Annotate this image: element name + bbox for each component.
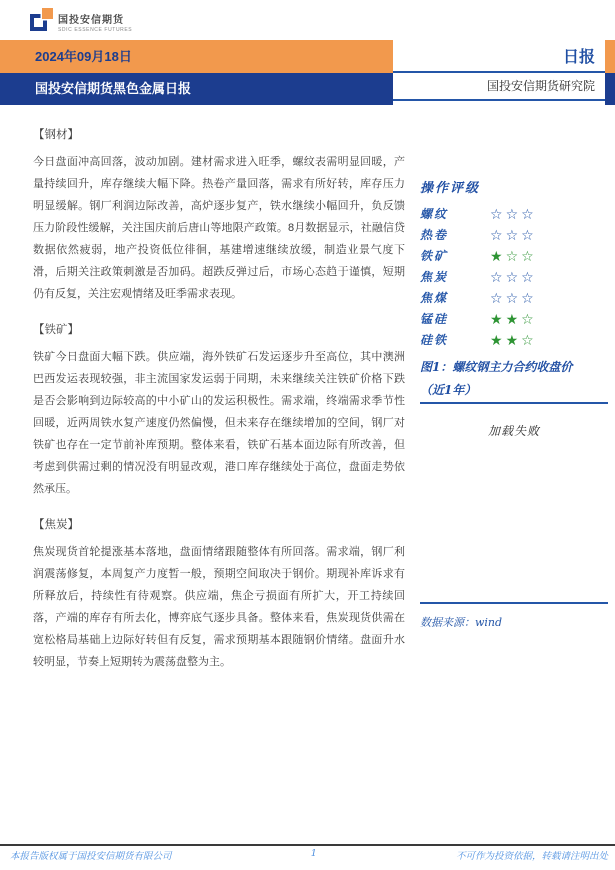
section-steel — [33, 124, 405, 305]
section-body: 今日盘面冲高回落，波动加剧。建材需求进入旺季，螺纹表需明显回暖，产量持续回升，库存继续大幅下降。热卷产量回落，需求有所好转，库存压力明显缓解。钢厂利润边际改善，高炉逐步复产，铁水继续小幅回升，负反馈压力阶段性缓解，关注国庆前后唐山等地限产政策。8月数据显示，社融信贷数据依然疲弱，地产投资低位徘徊，基建增速继续放缓，制造业景气度下滑，后期关注政策刺激是否加码。超跌反弹过后，市场心态趋于谨慎，短期仍有反复，关注宏观情绪及旺季需求表现。 — [33, 156, 405, 300]
company-logo — [30, 8, 132, 33]
rating-stars — [490, 270, 537, 284]
rating-stars — [490, 333, 537, 347]
star-hollow-icon: ☆ — [521, 247, 537, 264]
section-title: 【铁矿】 — [33, 324, 79, 336]
figure-data-source: 数据来源：wind — [420, 616, 503, 629]
star-hollow-icon: ☆ — [521, 268, 537, 285]
star-hollow-icon: ☆ — [521, 226, 537, 243]
company-name-en: SDIC ESSENCE FUTURES — [58, 27, 133, 33]
section-iron-ore — [33, 319, 405, 500]
rating-stars — [490, 291, 537, 305]
section-body: 铁矿今日盘面大幅下跌。供应端，海外铁矿石发运逐步升至高位，其中澳洲巴西发运表现较强，非主流国家发运弱于同期，未来继续关注铁矿价格下跌是否会影响到边际较高的中小矿山的发运积极性。需求端，终端需求季节性回暖，近两周铁水复产速度仍然偏慢，但未来存在继续增加的空间，钢厂对铁矿也存在一定节前补库预期。整体来看，铁矿石基本面边际有所改善，但考虑到供需过剩的情况没有明显改观，港口库存继续处于高位，盘面走势依然承压。 — [33, 351, 405, 495]
article-column — [33, 124, 405, 687]
figure-title-line1: 图1：螺纹钢主力合约收盘价 — [420, 360, 573, 374]
rating-row-coke — [420, 266, 608, 287]
page-footer — [10, 848, 608, 862]
star-hollow-icon: ☆ — [521, 310, 537, 327]
header-divider-bottom — [393, 99, 605, 101]
rating-row-rebar — [420, 203, 608, 224]
footer-copyright: 本报告版权属于国投安信期货有限公司 — [10, 851, 172, 862]
report-title: 国投安信期货黑色金属日报 — [35, 81, 192, 96]
company-logo-icon — [30, 8, 53, 31]
star-hollow-icon: ☆ — [490, 226, 506, 243]
report-type-box — [393, 40, 605, 106]
star-hollow-icon: ☆ — [521, 289, 537, 306]
star-hollow-icon: ☆ — [505, 226, 522, 243]
section-title: 【钢材】 — [33, 129, 79, 141]
rating-label: 焦煤 — [420, 291, 449, 305]
star-filled-icon: ★ — [505, 310, 522, 327]
figure-chart-area — [420, 402, 608, 604]
star-hollow-icon: ☆ — [521, 331, 537, 348]
footer-page-number: 1 — [310, 848, 317, 859]
institute-name: 国投安信期货研究院 — [486, 79, 595, 93]
rating-label: 硅铁 — [420, 333, 449, 347]
rating-row-hot-coil — [420, 224, 608, 245]
section-body: 焦炭现货首轮提涨基本落地，盘面情绪跟随整体有所回落。需求端，钢厂利润震荡修复，本周复产力度暂一般，预期空间取决于钢价。期现补库诉求有所释放后，持续性有待观察。供应端，焦企亏损面有所扩大，开工持续回落，产端的库存有所去化，博弈底气逐步具备。整体来看，焦炭现货供需在宽松格局基础上边际好转但有反复，需求预期基本跟随钢价情绪。盘面升水较明显，节奏上短期转为震荡盘整为主。 — [33, 546, 405, 668]
star-hollow-icon: ☆ — [505, 205, 522, 222]
rating-label: 螺纹 — [420, 207, 449, 221]
star-hollow-icon: ☆ — [505, 268, 522, 285]
rating-label: 热卷 — [420, 228, 449, 242]
footer-divider — [0, 844, 615, 846]
star-hollow-icon: ☆ — [490, 205, 506, 222]
rating-stars — [490, 228, 537, 242]
rating-stars — [490, 312, 537, 326]
ratings-title: 操作评级 — [420, 181, 481, 196]
section-coke — [33, 514, 405, 673]
star-filled-icon: ★ — [490, 247, 506, 264]
rating-row-ferrosilicon — [420, 329, 608, 350]
rating-row-iron-ore — [420, 245, 608, 266]
star-hollow-icon: ☆ — [490, 289, 506, 306]
footer-disclaimer: 不可作为投资依据，转载请注明出处 — [455, 851, 608, 862]
ratings-panel — [420, 177, 608, 350]
company-name: 国投安信期货 — [58, 15, 124, 26]
rating-row-coking-coal — [420, 287, 608, 308]
star-hollow-icon: ☆ — [490, 268, 506, 285]
figure-load-failed-text: 加载失败 — [487, 424, 540, 438]
rating-label: 锰硅 — [420, 312, 449, 326]
star-filled-icon: ★ — [505, 331, 522, 348]
figure-title-line2: （近1年） — [420, 383, 477, 397]
rating-row-silicomanganese — [420, 308, 608, 329]
report-type-label: 日报 — [562, 49, 595, 66]
figure-panel — [420, 356, 608, 630]
star-filled-icon: ★ — [490, 310, 506, 327]
report-date: 2024年09月18日 — [35, 49, 132, 64]
star-hollow-icon: ☆ — [505, 289, 522, 306]
star-hollow-icon: ☆ — [521, 205, 537, 222]
star-filled-icon: ★ — [490, 331, 506, 348]
rating-label: 焦炭 — [420, 270, 449, 284]
rating-stars — [490, 249, 537, 263]
rating-label: 铁矿 — [420, 249, 449, 263]
section-title: 【焦炭】 — [33, 519, 79, 531]
rating-stars — [490, 207, 537, 221]
star-hollow-icon: ☆ — [505, 247, 522, 264]
